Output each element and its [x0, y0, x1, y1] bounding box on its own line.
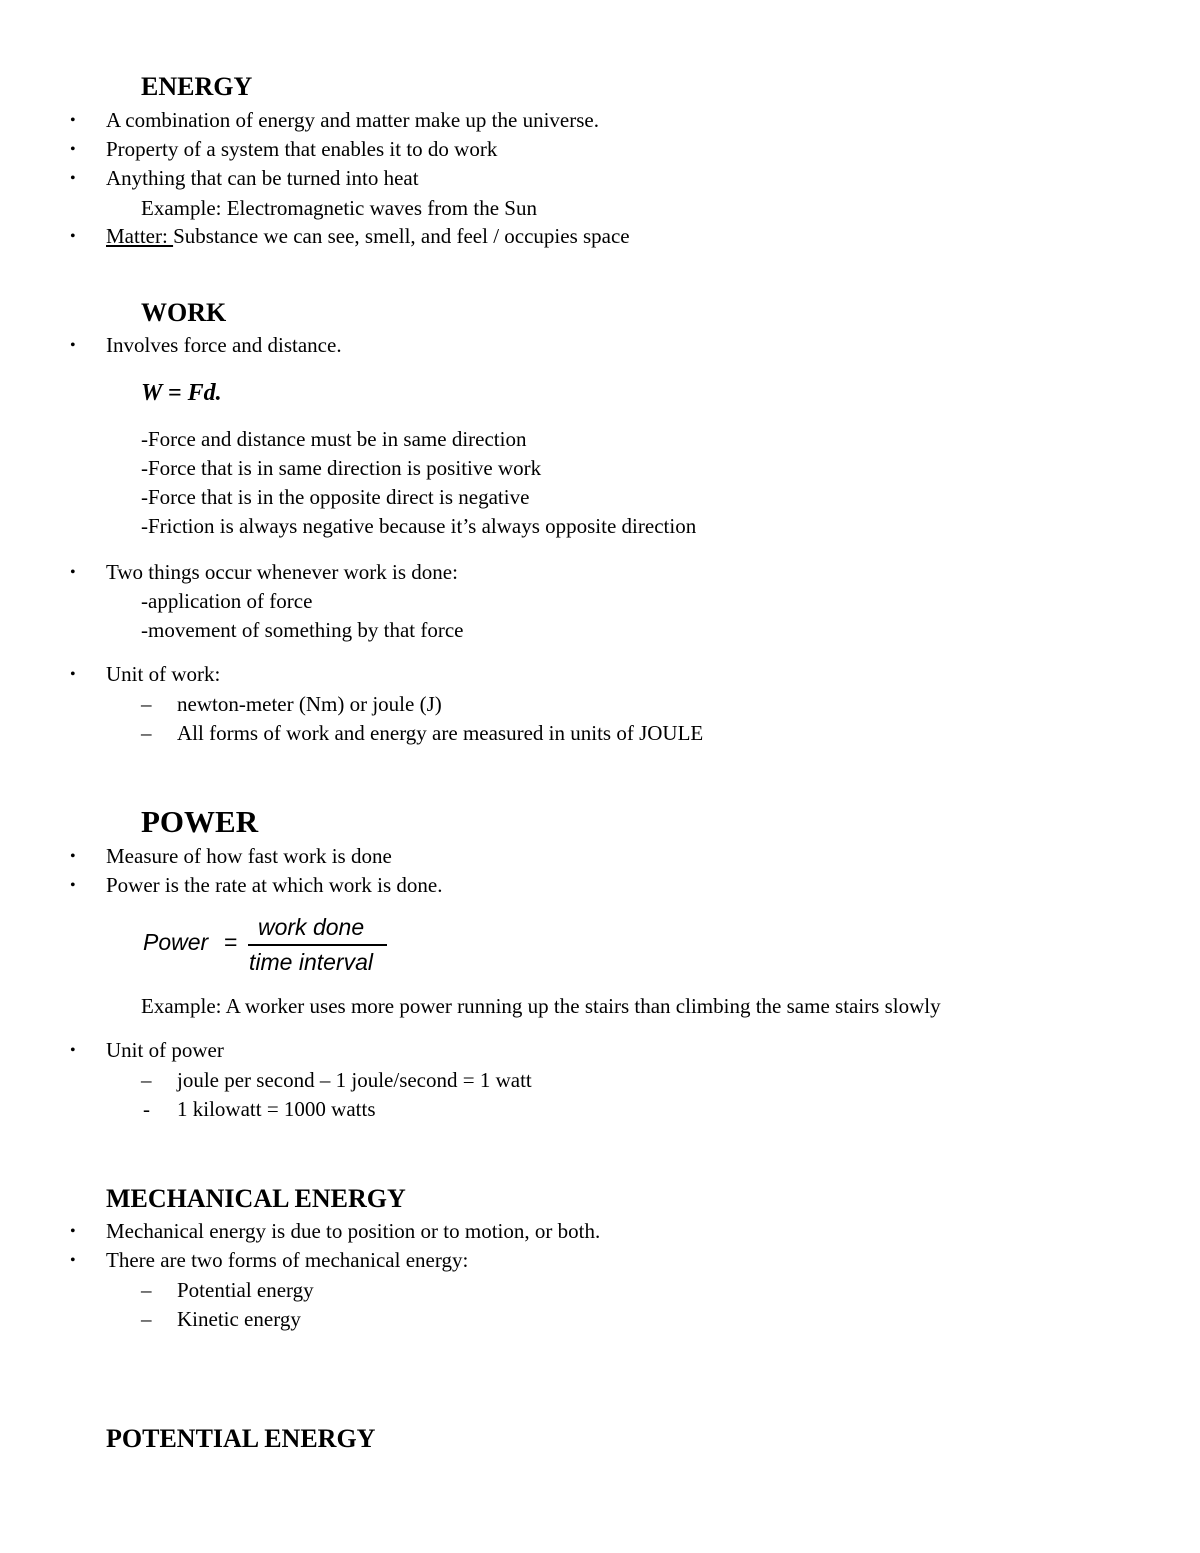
work-item-1: Involves force and distance.: [106, 333, 342, 357]
work-item-2-sub-1: -application of force: [141, 589, 313, 613]
power-formula-numerator: work done: [258, 914, 365, 940]
mechanical-item-1: Mechanical energy is due to position or to motion, or both.: [106, 1219, 601, 1243]
dash-icon: –: [141, 1068, 152, 1092]
bullet-icon: •: [70, 228, 76, 245]
power-item-1: Measure of how fast work is done: [106, 844, 392, 868]
energy-item-3: Anything that can be turned into heat: [106, 166, 419, 190]
matter-label: Matter:: [106, 224, 174, 248]
power-unit-sub-2: 1 kilowatt = 1000 watts: [177, 1097, 376, 1121]
power-formula-equals: =: [224, 929, 238, 955]
matter-definition: Substance we can see, smell, and feel / occupies space: [173, 224, 630, 248]
work-note-1: -Force and distance must be in same direction: [141, 427, 527, 451]
fraction-bar: [248, 944, 387, 946]
power-item-2: Power is the rate at which work is done.: [106, 873, 443, 897]
power-formula-denominator: time interval: [249, 949, 373, 975]
power-example: Example: A worker uses more power running up the stairs than climbing the same stairs slowly: [141, 994, 941, 1018]
dash-icon: –: [141, 692, 152, 716]
work-note-3: -Force that is in the opposite direct is negative: [141, 485, 530, 509]
bullet-icon: •: [70, 337, 76, 354]
dash-icon: –: [141, 1278, 152, 1302]
energy-example: Example: Electromagnetic waves from the Sun: [141, 196, 537, 220]
potential-heading: POTENTIAL ENERGY: [106, 1424, 376, 1453]
dash-icon: –: [141, 1307, 152, 1331]
energy-heading: ENERGY: [141, 72, 253, 101]
power-formula-lhs: Power: [143, 929, 209, 955]
work-unit-sub-2: All forms of work and energy are measured in units of JOULE: [177, 721, 704, 745]
bullet-icon: •: [70, 666, 76, 683]
mechanical-heading: MECHANICAL ENERGY: [106, 1184, 406, 1213]
bullet-icon: •: [70, 141, 76, 158]
work-formula: W = Fd.: [141, 380, 222, 406]
bullet-icon: •: [70, 1252, 76, 1269]
mechanical-sub-2: Kinetic energy: [177, 1307, 301, 1331]
bullet-icon: •: [70, 1223, 76, 1240]
bullet-icon: •: [70, 170, 76, 187]
work-note-4: -Friction is always negative because it’s always opposite direction: [141, 514, 697, 538]
work-unit-sub-1: newton-meter (Nm) or joule (J): [177, 692, 442, 716]
power-heading: POWER: [141, 804, 259, 839]
dash-icon: –: [141, 721, 152, 745]
bullet-icon: •: [70, 564, 76, 581]
bullet-icon: •: [70, 112, 76, 129]
work-item-3: Unit of work:: [106, 662, 221, 686]
bullet-icon: •: [70, 848, 76, 865]
work-note-2: -Force that is in same direction is positive work: [141, 456, 542, 480]
power-unit-sub-1: joule per second – 1 joule/second = 1 watt: [177, 1068, 532, 1092]
energy-item-2: Property of a system that enables it to do work: [106, 137, 498, 161]
bullet-icon: •: [70, 1042, 76, 1059]
work-heading: WORK: [141, 298, 227, 327]
power-unit-item: Unit of power: [106, 1038, 224, 1062]
energy-matter-line: [106, 226, 630, 247]
work-item-2-sub-2: -movement of something by that force: [141, 618, 464, 642]
work-item-2: Two things occur whenever work is done:: [106, 560, 458, 584]
mechanical-item-2: There are two forms of mechanical energy:: [106, 1248, 469, 1272]
energy-item-1: A combination of energy and matter make up the universe.: [106, 108, 599, 132]
bullet-icon: •: [70, 877, 76, 894]
mechanical-sub-1: Potential energy: [177, 1278, 314, 1302]
hyphen-icon: -: [143, 1097, 150, 1121]
